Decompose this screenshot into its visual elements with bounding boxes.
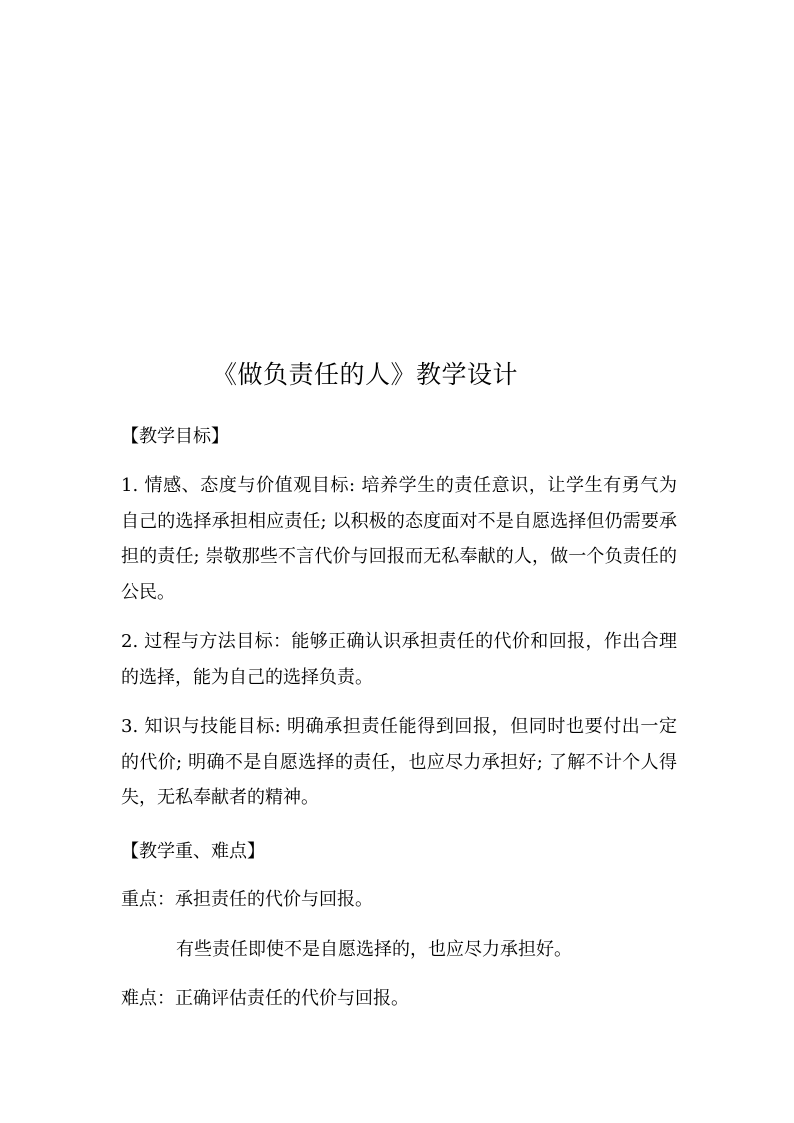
section-heading-objectives: 【教学目标】 [121, 426, 229, 447]
objective-paragraph-1: 1. 情感、态度与价值观目标: 培养学生的责任意识，让学生有勇气为自己的选择承担相应责任; 以积极的态度面对不是自愿选择但仍需要承担的责任; 崇敬那些不言代价与回报而无私奉献的人，做一个负责任的公民。 [121, 475, 677, 603]
difficulty-line: 难点：正确评估责任的代价与回报。 [121, 988, 409, 1009]
section-heading-key-points: 【教学重、难点】 [121, 841, 265, 862]
key-point-line-continued: 有些责任即使不是自愿选择的，也应尽力承担好。 [176, 939, 572, 960]
objective-paragraph-3: 3. 知识与技能目标: 明确承担责任能得到回报，但同时也要付出一定的代价; 明确不是自愿选择的责任，也应尽力承担好; 了解不计个人得失，无私奉献者的精神。 [121, 716, 677, 808]
objective-paragraph-2: 2. 过程与方法目标：能够正确认识承担责任的代价和回报，作出合理的选择，能为自己的选择负责。 [121, 631, 677, 688]
key-point-line: 重点：承担责任的代价与回报。 [121, 889, 373, 910]
document-title: 《做负责任的人》教学设计 [211, 360, 518, 389]
